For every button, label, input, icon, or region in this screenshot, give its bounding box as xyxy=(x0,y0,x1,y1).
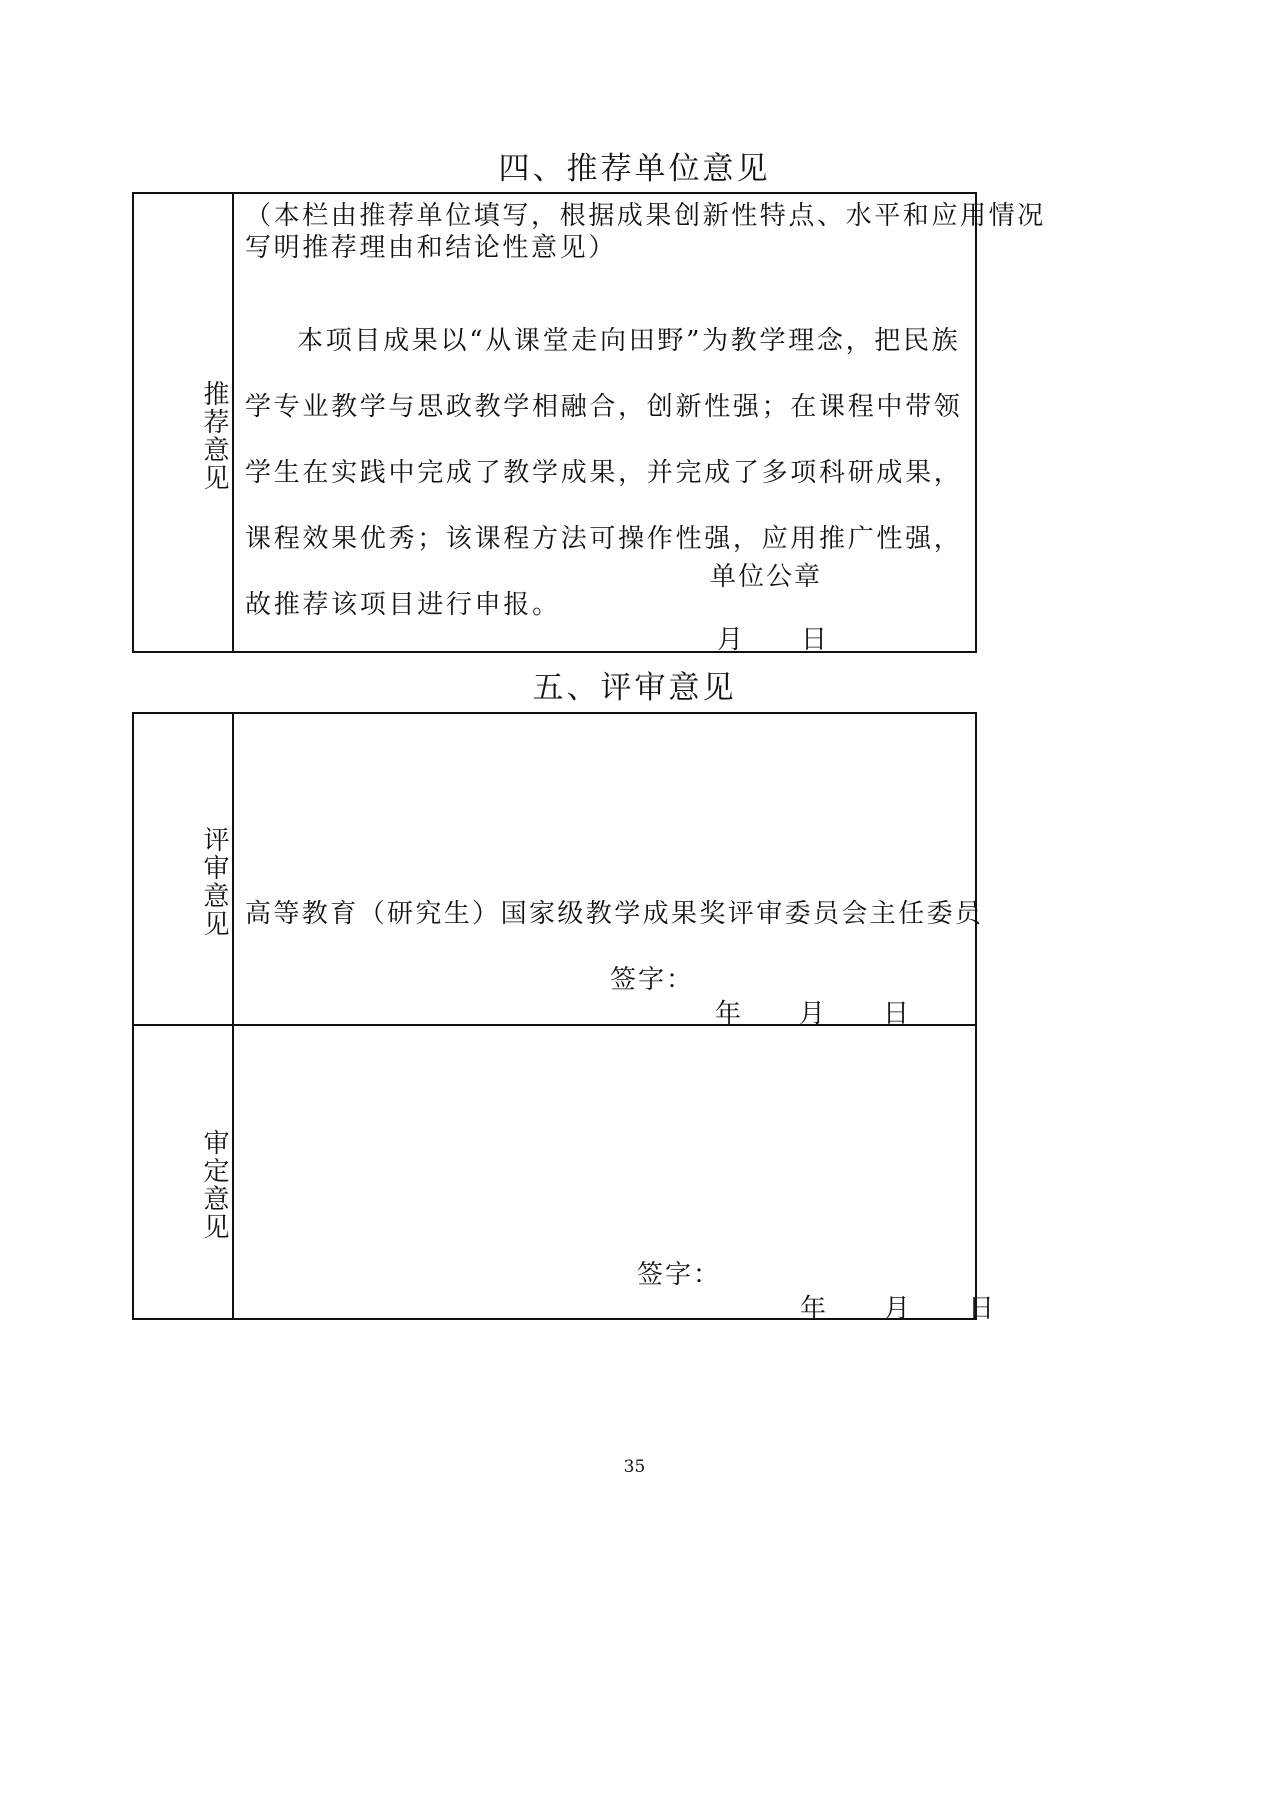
approve-date: 年 月 日 xyxy=(800,1294,997,1324)
committee-text: 高等教育（研究生）国家级教学成果奖评审委员会主任委员 xyxy=(245,899,984,929)
recommend-label: 推荐意见 xyxy=(199,380,229,492)
review-label: 评审意见 xyxy=(199,826,229,938)
section-title-recommend: 四、推荐单位意见 xyxy=(498,151,771,187)
recommend-instruction-line2: 写明推荐理由和结论性意见） xyxy=(245,233,617,263)
unit-seal: 单位公章 xyxy=(710,562,823,592)
recommend-body: 本项目成果以“从课堂走向田野”为教学理念，把民族学专业教学与思政教学相融合，创新性强；在课程中带领学生在实践中完成了教学成果，并完成了多项科研成果，课程效果优秀；该课程方法可操作性强，应用推广性强，故推荐该项目进行申报。 xyxy=(245,326,963,620)
page-number: 35 xyxy=(623,1457,646,1477)
review-sign: 签字： xyxy=(610,965,695,995)
approve-sign: 签字： xyxy=(637,1260,722,1290)
recommend-instruction-line1: （本栏由推荐单位填写，根据成果创新性特点、水平和应用情况 xyxy=(245,201,1046,231)
recommend-date: 月 日 xyxy=(717,625,830,655)
review-date: 年 月 日 xyxy=(715,999,912,1029)
approve-label: 审定意见 xyxy=(199,1129,229,1241)
section-title-review: 五、评审意见 xyxy=(532,670,737,706)
